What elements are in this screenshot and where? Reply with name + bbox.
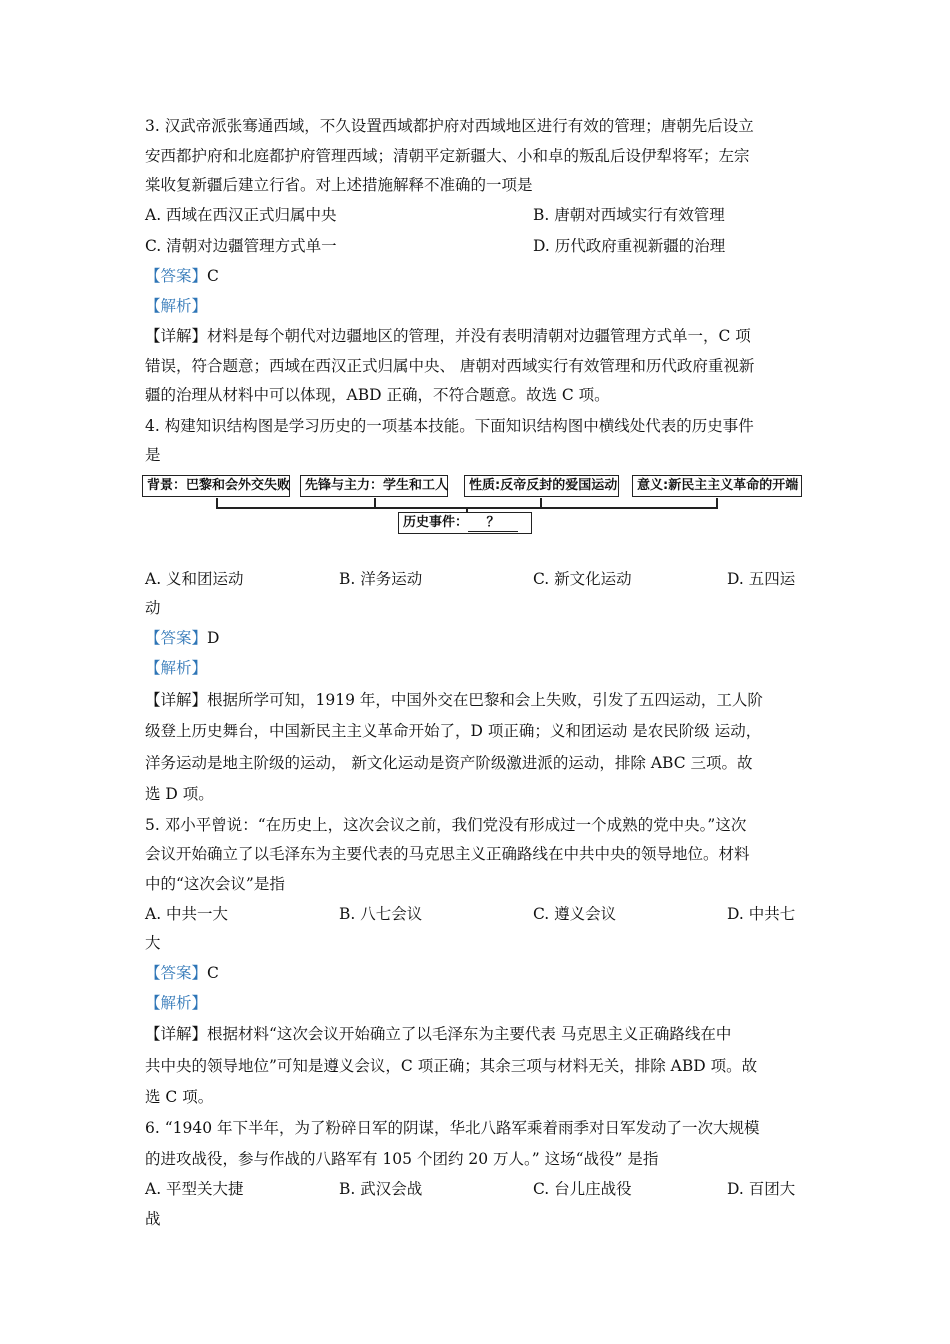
q4-option-a: A. 义和团运动 [145,570,244,588]
q5-detail-line: 【详解】根据材料“这次会议开始确立了以毛泽东为主要代表 马克思主义正确路线在中 [145,1025,732,1043]
diagram-box-nature: 性质:反帝反封的爱国运动 [464,475,619,497]
answer-value: C [207,267,219,285]
q3-stem-line: 棠收复新疆后建立行省。对上述措施解释不准确的一项是 [145,176,533,194]
q5-option-a: A. 中共一大 [145,905,229,923]
q4-answer [145,628,219,648]
knowledge-structure-diagram [142,472,804,534]
q3-stem-line: 安西都护府和北庭都护府管理西域；清朝平定新疆大、小和卓的叛乱后设伊犁将军；左宗 [145,147,750,165]
q5-detail-line: 共中央的领导地位”可知是遵义会议，C 项正确；其余三项与材料无关，排除 ABD 项。故 [145,1057,758,1075]
q6-option-d-wrap: 战 [145,1210,161,1228]
event-label: 历史事件： [403,515,469,530]
answer-value: D [207,629,220,647]
q3-detail-line: 【详解】材料是每个朝代对边疆地区的管理，并没有表明清朝对边疆管理方式单一，C 项 [145,327,751,345]
q4-stem-line: 4. 构建知识结构图是学习历史的一项基本技能。下面知识结构图中横线处代表的历史事件 [145,417,754,435]
q4-detail-line: 级登上历史舞台，中国新民主主义革命开始了，D 项正确；义和团运动 是农民阶级 运动， [145,722,762,740]
diagram-box-significance: 意义:新民主主义革命的开端 [632,475,802,497]
diagram-box-background: 背景：巴黎和会外交失败 [142,475,290,497]
q4-option-d: D. 五四运 [727,570,796,588]
q6-option-b: B. 武汉会战 [339,1180,423,1198]
q5-analysis-tag: 【解析】 [145,994,208,1012]
q6-stem-line: 的进攻战役，参与作战的八路军有 105 个团约 20 万人。” 这场“战役” 是指 [145,1150,659,1168]
q3-detail-line: 疆的治理从材料中可以体现，ABD 正确，不符合题意。故选 C 项。 [145,386,610,404]
q3-option-c: C. 清朝对边疆管理方式单一 [145,237,337,255]
q3-option-d: D. 历代政府重视新疆的治理 [533,237,726,255]
q6-option-c: C. 台儿庄战役 [533,1180,632,1198]
q6-option-d: D. 百团大 [727,1180,796,1198]
event-blank: ？ [468,515,518,532]
q3-answer [145,266,219,286]
answer-tag: 【答案】 [145,629,208,647]
q4-detail-line: 【详解】根据所学可知，1919 年，中国外交在巴黎和会上失败，引发了五四运动，工人阶 [145,691,763,709]
q5-option-d-wrap: 大 [145,934,161,952]
q4-option-d-wrap: 动 [145,599,161,617]
q4-stem-line: 是 [145,446,161,464]
q4-detail-line: 选 D 项。 [145,785,214,803]
q4-option-c: C. 新文化运动 [533,570,632,588]
q3-analysis-tag: 【解析】 [145,297,208,315]
q3-detail-line: 错误，符合题意；西域在西汉正式归属中央、 唐朝对西域实行有效管理和历代政府重视新 [145,357,755,375]
answer-tag: 【答案】 [145,964,208,982]
q5-option-c: C. 遵义会议 [533,905,617,923]
q3-option-b: B. 唐朝对西域实行有效管理 [533,206,725,224]
q6-stem-line: 6. “1940 年下半年，为了粉碎日军的阴谋，华北八路军乘着雨季对日军发动了一次大规模 [145,1119,760,1137]
q3-option-a: A. 西域在西汉正式归属中央 [145,206,337,224]
q5-option-b: B. 八七会议 [339,905,423,923]
q5-stem-line: 会议开始确立了以毛泽东为主要代表的马克思主义正确路线在中共中央的领导地位。材料 [145,845,750,863]
q3-stem-line: 3. 汉武帝派张骞通西域，不久设置西域都护府对西域地区进行有效的管理；唐朝先后设立 [145,117,754,135]
answer-tag: 【答案】 [145,267,208,285]
q5-stem-line: 中的“这次会议”是指 [145,875,285,893]
diagram-box-vanguard: 先锋与主力：学生和工人 [300,475,448,497]
q6-option-a: A. 平型关大捷 [145,1180,244,1198]
q5-stem-line: 5. 邓小平曾说：“在历史上，这次会议之前，我们党没有形成过一个成熟的党中央。”这次 [145,816,747,834]
diagram-box-event [398,512,532,534]
q4-detail-line: 洋务运动是地主阶级的运动， 新文化运动是资产阶级激进派的运动，排除 ABC 三项。故 [145,754,753,772]
q4-analysis-tag: 【解析】 [145,659,208,677]
q5-answer [145,963,219,983]
answer-value: C [207,964,219,982]
q4-option-b: B. 洋务运动 [339,570,423,588]
q5-option-d: D. 中共七 [727,905,796,923]
q5-detail-line: 选 C 项。 [145,1088,214,1106]
